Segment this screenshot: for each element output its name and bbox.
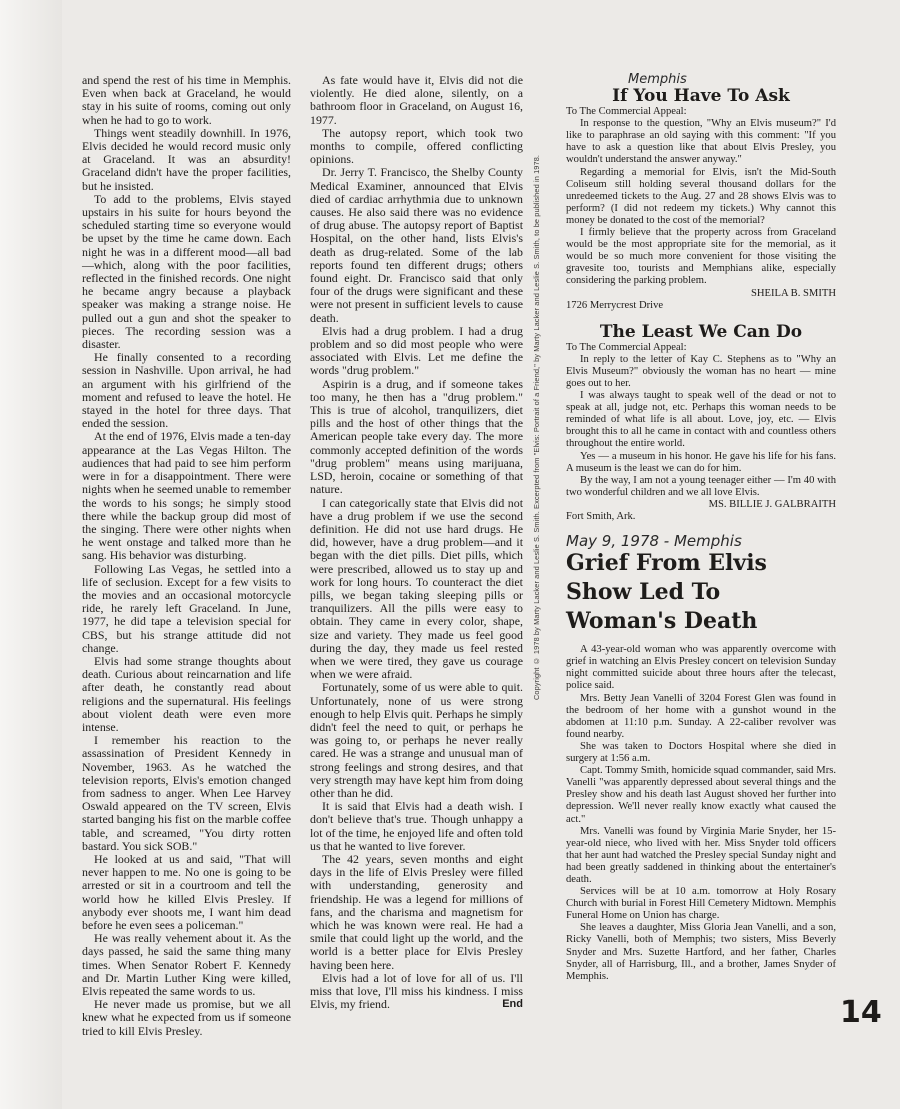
page-number: 14 [840, 995, 882, 1030]
article-paragraph: A 43-year-old woman who was apparently overcome with grief in watching an Elvis Presley concert on television Sunday night committed suicide about three hours after the telecast, police said. [566, 644, 836, 692]
letter2-salutation: To The Commercial Appeal: [566, 341, 687, 353]
article-paragraph: Mrs. Betty Jean Vanelli of 3204 Forest Glen was found in the bedroom of her home with a gunshot wound in the abdomen at 11:10 p.m. Sunday. A 22-caliber revolver was found nearby. [566, 692, 836, 740]
letter2-paragraph: I was always taught to speak well of the dead or not to speak at all, judge not, etc. Perhaps this woman needs to be reminded of what life is all about. Love, joy, etc. — Elvis brought this to all he came in contact with and countless others throughout the entire world. [566, 390, 836, 450]
clippings-column [566, 74, 836, 983]
letter1-signature: SHEILA B. SMITH [750, 287, 836, 299]
story-paragraph: He looked at us and said, "That will never happen to me. No one is going to be arrested or sit in a courtroom and tell the world how he killed Elvis Presley. If anybody ever shoots me, I want him dead before he even sees a policeman." [82, 851, 291, 932]
story-paragraph: Elvis had some strange thoughts about death. Curious about reincarnation and life after death, he constantly read about religions and the supernatural. His feelings about violent death were even more intense. [82, 653, 291, 734]
story-paragraph: Elvis had a drug problem. I had a drug problem and so did most people who were associated with Elvis. Let me define the words "drug problem." [310, 323, 523, 378]
letter2-signature: MS. BILLIE J. GALBRAITH [708, 498, 836, 510]
handwritten-note-memphis: Memphis [628, 72, 687, 87]
letter1-salutation: To The Commercial Appeal: [566, 106, 687, 118]
story-paragraph: and spend the rest of his time in Memphis. Even when back at Graceland, he would stay in his suite of rooms, coming out only when he had to go to work. [82, 73, 291, 127]
story-paragraph: He finally consented to a recording session in Nashville. Upon arrival, he had an argument with his girlfriend of the moment and refused to leave the hotel. He stayed in the hotel for three days. That ended the session. [82, 350, 291, 431]
article-paragraph: Capt. Tommy Smith, homicide squad commander, said Mrs. Vanelli "was apparently depressed about several things and the Presley show and his death last August shoved her further into depression. We'll never really know exactly what caused the act." [566, 765, 836, 825]
story-paragraph: Following Las Vegas, he settled into a life of seclusion. Except for a few visits to the movies and an occasional motorcycle ride, he rarely left Graceland. In June, 1977, he did tape a television special for CBS, but his strange attitude did not change. [82, 561, 291, 655]
handwritten-note-date: May 9, 1978 - Memphis [566, 532, 742, 551]
letter2-paragraph: Yes — a museum in his honor. He gave his life for his fans. A museum is the least we can do for him. [566, 450, 836, 474]
page-binding-shadow [0, 0, 62, 1109]
story-paragraph: It is said that Elvis had a death wish. I don't believe that's true. Though unhappy a lot of the time, he enjoyed life and often told us that he wanted to live forever. [310, 799, 523, 853]
article-paragraph: Services will be at 10 a.m. tomorrow at Holy Rosary Church with burial in Forest Hill Cemetery Midtown. Memphis Funeral Home on Union has charge. [566, 886, 836, 922]
story-paragraph: Fortunately, some of us were able to quit. Unfortunately, none of us were strong enough to help Elvis quit. Perhaps he simply didn't feel the need to quit, or perhaps he was going to, or perhaps he never really cared. He was a strange and unusual man of strong feelings and strong desires, and that very strength may have kept him from doing other than he did. [310, 680, 523, 800]
story-paragraph: To add to the problems, Elvis stayed upstairs in his suite for hours beyond the scheduled starting time so everyone would be upset by the time he came down. Each night he was in a different mood—all bad—which, along with the poor facilities, reflected in the finished records. One night he became angry because a playback speaker was making a strange noise. He pulled out a gun and shot the speaker to pieces. The recording session was a disaster. [82, 191, 291, 352]
story-paragraph: I can categorically state that Elvis did not have a drug problem if we use the second definition. He did not use hard drugs. He did, however, have a drug problem—and it began with the diet pills. Diet pills, which were prescribed, allowed us to stay up and work for long hours. To counteract the diet pills, we began taking sleeping pills or tranquilizers. All the pills were easy to obtain. They came in every color, shape, size and variety. They made us feel good during the day, they made us feel rested when we were tired, they gave us courage when we were afraid. [310, 495, 523, 682]
copyright-notice: Copyright © 1978 by Marty Lacker and Leslie S. Smith. Excerpted from "Elvis: Portrait of a Friend," by Marty Lacker and Leslie S. Smith, to be published in 1978. [532, 154, 541, 700]
letter1-paragraph: I firmly believe that the property across from Graceland would be the most appropriate site for the memorial, as it would be so much more convenient for those visiting the gravesite too, tourists and Memphians alike, especially considering the parking problem. [566, 227, 836, 287]
letter2-paragraph: By the way, I am not a young teenager either — I'm 40 with two wonderful children and we all love Elvis. [566, 474, 836, 498]
letter2-paragraph: In reply to the letter of Kay C. Stephens as to "Why an Elvis Museum?" obviously the woman has no heart — mine goes out to her. [566, 353, 836, 389]
story-column-left [82, 74, 291, 1038]
story-paragraph: I remember his reaction to the assassination of President Kennedy in November, 1963. As he watched the television reports, Elvis's emotion changed from sadness to anger. When Lee Harvey Oswald appeared on the TV screen, Elvis started banging his fist on the marble coffee table, and screamed, "You dirty rotten bastard. You sick SOB." [82, 733, 291, 853]
story-paragraph: As fate would have it, Elvis did not die violently. He died alone, silently, on a bathroom floor in Graceland, on August 16, 1977. [310, 73, 523, 127]
story-column-middle [310, 74, 523, 1011]
story-paragraph: Dr. Jerry T. Francisco, the Shelby County Medical Examiner, announced that Elvis died of cardiac arrhythmia due to unknown causes. He also said there was no evidence of drug abuse. The autopsy report of Baptist Hospital, on the other hand, lists Elvis's death as drug-related. Some of the lab reports found ten different drugs; others found eight. Dr. Francisco said that only four of the drugs were significant and these were not present in sufficient levels to cause death. [310, 165, 523, 325]
story-paragraph: Things went steadily downhill. In 1976, Elvis decided he would record music only at Graceland. It was an absurdity! Graceland didn't have the proper facilities, but he insisted. [82, 125, 291, 193]
letter1-headline: If You Have To Ask [612, 86, 790, 107]
story-paragraph: He never made us promise, but we all knew what he expected from us if someone tried to kill Elvis Presley. [82, 997, 291, 1038]
story-paragraph: He was really vehement about it. As the days passed, he said the same thing many times. When Senator Robert F. Kennedy and Dr. Martin Luther King were killed, Elvis repeated the same words to us. [82, 931, 291, 999]
story-paragraph: The autopsy report, which took two months to compile, offered conflicting opinions. [310, 125, 523, 167]
article-paragraph: Mrs. Vanelli was found by Virginia Marie Snyder, her 15-year-old niece, who lived with her. Miss Snyder told officers that her aunt had watched the Presley special Sunday night and had been greatly saddened in thinking about the entertainer's death. [566, 825, 836, 885]
article-paragraph: She was taken to Doctors Hospital where she died in surgery at 1:56 a.m. [566, 740, 836, 765]
story-paragraph: The 42 years, seven months and eight days in the life of Elvis Presley were filled with understanding, generosity and friendship. He was a legend for millions of fans, and the charisma and magnetism for which he was known were real. He had a smile that could light up the world, and the world is a better place for Elvis Presley having been here. [310, 851, 523, 972]
letter1-address: 1726 Merrycrest Drive [566, 299, 664, 311]
letter1-paragraph: Regarding a memorial for Elvis, isn't the Mid-South Coliseum still holding several thousand dollars for the unredeemed tickets to the Aug. 27 and 28 shows Elvis was to perform? (I did not redeem my tickets.) Why cannot this money be donated to the cost of the memorial? [566, 166, 836, 226]
story-paragraph: Aspirin is a drug, and if someone takes too many, he then has a "drug problem." This is true of alcohol, tranquilizers, diet pills and the host of other things that the American people take every day. The more commonly accepted definition of the words "drug problem" means using marijuana, LSD, heroin, cocaine or something of that nature. [310, 376, 523, 497]
story-closing-text: Elvis had a lot of love for all of us. I'll miss that love, I'll miss his kindness. I miss Elvis, my friend. [310, 970, 523, 1012]
article-paragraph: She leaves a daughter, Miss Gloria Jean Vanelli, and a son, Ricky Vanelli, both of Memphis; two sisters, Miss Beverly Snyder and Mrs. Suzette Hartford, and her father, Charles Snyder, all of Harrisburg, Ill., and a brother, James Snyder of Memphis. [566, 922, 836, 982]
story-paragraph: At the end of 1976, Elvis made a ten-day appearance at the Las Vegas Hilton. The audiences that had paid to see him perform were in for a disappointment. There were nights when he seemed unable to remember the words to his songs; he simply stood there while the backup group did most of the singing. There were other nights when he went onstage and talked more than he sang. His behavior was disturbing. [82, 429, 291, 563]
letter2-address: Fort Smith, Ark. [566, 511, 636, 522]
letter2-headline: The Least We Can Do [599, 321, 803, 342]
story-paragraph [310, 972, 523, 1012]
article-headline: Grief From Elvis Show Led To Woman's Death [566, 550, 767, 635]
letter1-paragraph: In response to the question, "Why an Elvis museum?" I'd like to paraphrase an old saying with this comment: "If you have to ask a question like that about Elvis Presley, you wouldn't understand the answer anyway." [566, 118, 836, 166]
end-mark: End [502, 998, 523, 1011]
